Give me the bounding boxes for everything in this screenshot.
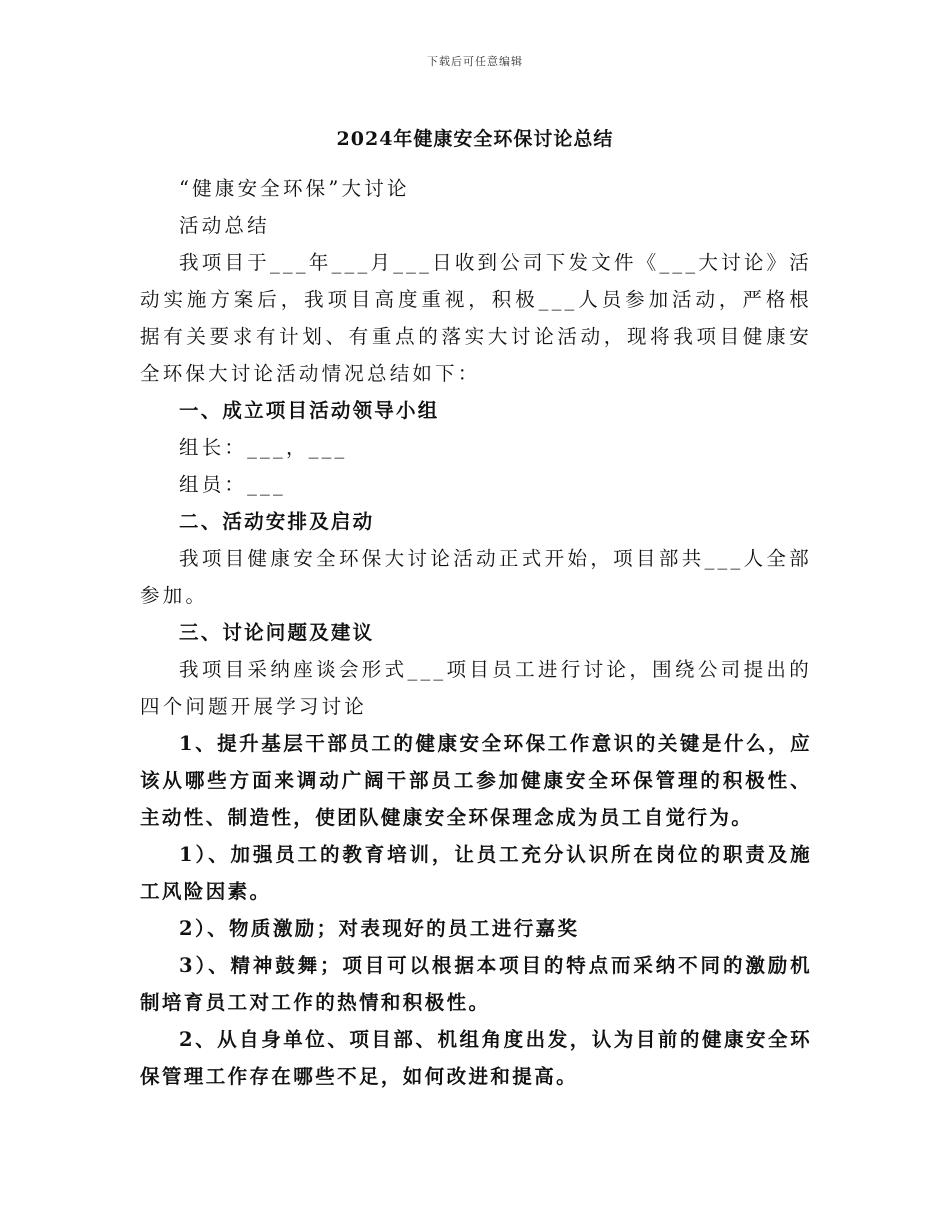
paragraph-activity-start: 我项目健康安全环保大讨论活动正式开始，项目部共___人全部参加。	[140, 547, 812, 607]
question-1: 1、提升基层干部员工的健康安全环保工作意识的关键是什么，应该从哪些方面来调动广阔干部员工参加健康安全环保管理的积极性、主动性、制造性，使团队健康安全环保理念成为员工自觉行为。	[140, 732, 812, 829]
paragraph-intro-body: 我项目于___年___月___日收到公司下发文件《___大讨论》活动实施方案后，我项目高度重视，积极___人员参加活动，严格根据有关要求有计划、有重点的落实大讨论活动，现将我项目健康安全环保大讨论活动情况总结如下：	[140, 251, 812, 385]
answer-1-3: 3）、精神鼓舞；项目可以根据本项目的特点而采纳不同的激励机制培育员工对工作的热情和积极性。	[140, 954, 812, 1014]
section-heading-1: 一、成立项目活动领导小组	[179, 399, 440, 422]
document-body	[140, 170, 812, 1095]
paragraph-members: 组员：___	[179, 473, 286, 496]
document-title: 2024年健康安全环保讨论总结	[336, 128, 614, 150]
paragraph-leader: 组长：___，___	[179, 436, 348, 459]
answer-1-1: 1）、加强员工的教育培训，让员工充分认识所在岗位的职责及施工风险因素。	[140, 843, 812, 903]
section-heading-3: 三、讨论问题及建议	[179, 621, 375, 644]
paragraph-intro-title: “健康安全环保”大讨论	[179, 177, 410, 200]
question-2: 2、从自身单位、项目部、机组角度出发，认为目前的健康安全环保管理工作存在哪些不足，如何改进和提高。	[140, 1028, 812, 1088]
section-heading-2: 二、活动安排及启动	[179, 510, 375, 533]
paragraph-discussion-method: 我项目采纳座谈会形式___项目员工进行讨论，围绕公司提出的四个问题开展学习讨论	[140, 658, 812, 718]
paragraph-intro-subtitle: 活动总结	[179, 214, 270, 237]
page-header: 下载后可任意编辑	[427, 55, 523, 68]
answer-1-2: 2）、物质激励；对表现好的员工进行嘉奖	[179, 917, 580, 940]
